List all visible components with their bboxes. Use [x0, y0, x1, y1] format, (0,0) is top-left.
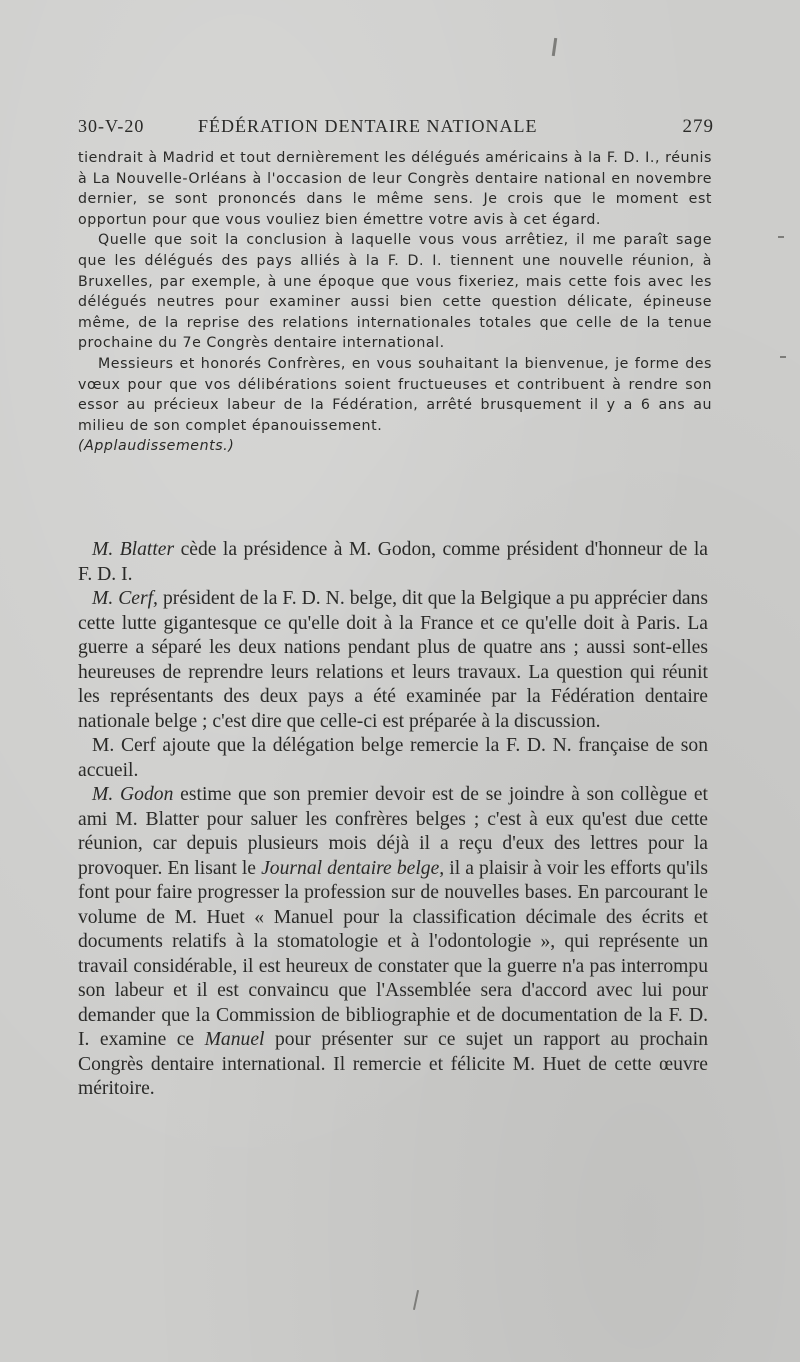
manual-title: Manuel: [204, 1029, 265, 1050]
speaker-name: M. Blatter: [92, 539, 175, 560]
scan-mark: [780, 356, 786, 358]
paragraph-text: président de la F. D. N. belge, dit que la Belgique a pu apprécier dans cette lutte gigantesque ce qu'elle doit à la France et ce qu'elle doit à Paris. La guerre a séparé les deux nations pendant plus de quatre ans ; aussi sont-elles heureuses de reprendre leurs relations et leurs travaux. La question qui réunit les représentants des deux pays a été examinée par la Fédération dentaire nationale belge ; c'est dire que celle-ci est préparée à la discussion.: [78, 588, 708, 732]
paragraph-text: estime que son premier devoir est de se joindre à son collègue et ami M. Blatter pour saluer les confrères belges ; c'est à eux qu'est due cette réunion, car depuis plusieurs mois déjà il a reçu d'eux des lettres pour la provoquer. En lisant le: [78, 784, 708, 879]
scan-mark: [413, 1290, 419, 1310]
speaker-name: M. Godon: [92, 784, 174, 805]
paragraph: [78, 587, 708, 734]
large-type-block: [78, 538, 708, 1102]
scan-mark: [552, 38, 557, 56]
paragraph: [78, 538, 708, 587]
paragraph-text: cède la présidence à M. Godon, comme président d'honneur de la F. D. I.: [78, 539, 708, 585]
paragraph-text: il a plaisir à voir les efforts qu'ils font pour faire progresser la profession sur de nouvelles bases. En parcourant le volume de M. Huet « Manuel pour la classification décimale des écrits et documents relatifs à la stomatologie et à l'odontologie », qui représente un travail considérable, il est heureux de constater que la guerre n'a pas interrompu son labeur et il est convaincu que l'Assemblée sera d'accord avec lui pour demander que la Commission de bibliographie et de documentation de la F. D. I. examine ce: [78, 857, 708, 1050]
scan-mark: [778, 236, 784, 238]
paragraph-text: pour présenter sur ce sujet un rapport au prochain Congrès dentaire international. Il remercie et félicite M. Huet de cette œuvre méritoire.: [78, 1029, 708, 1099]
running-header: [78, 116, 712, 142]
paragraph: Quelle que soit la conclusion à laquelle vous vous arrêtiez, il me paraît sage que les délégués des pays alliés à la F. D. I. tiennent une nouvelle réunion, à Bruxelles, par exemple, à une époque que vous fixeriez, mais cette fois avec les délégués neutres pour examiner aussi bien cette question délicate, épineuse même, de la reprise des relations internationales totales que celle de la tenue prochaine du 7e Congrès dentaire international.: [78, 232, 712, 352]
journal-title: Journal dentaire belge,: [261, 857, 445, 879]
paragraph: Messieurs et honorés Confrères, en vous souhaitant la bienvenue, je forme des vœux pour que vos délibérations soient fructueuses et contribuent à rendre son essor au précieux labeur de la Fédération, arrêté brusquement il y a 6 ans au milieu de son complet épanouissement.: [78, 355, 712, 434]
paragraph: M. Cerf ajoute que la délégation belge remercie la F. D. N. française de son accueil.: [78, 735, 708, 781]
header-date: 30-V-20: [78, 116, 145, 136]
applause-note: (Applaudissements.): [78, 438, 235, 455]
header-title: FÉDÉRATION DENTAIRE NATIONALE: [198, 116, 538, 136]
paragraph: [78, 783, 708, 1102]
page-number: 279: [682, 116, 714, 137]
speaker-name: M. Cerf,: [92, 588, 158, 609]
small-type-block: [78, 148, 712, 457]
paragraph: tiendrait à Madrid et tout dernièrement les délégués américains à la F. D. I., réunis à La Nouvelle-Orléans à l'occasion de leur Congrès dentaire national en novembre dernier, se sont prononcés dans le même sens. Je crois que le moment est opportun pour que vous vouliez bien émettre votre avis à cet égard.: [78, 150, 712, 228]
